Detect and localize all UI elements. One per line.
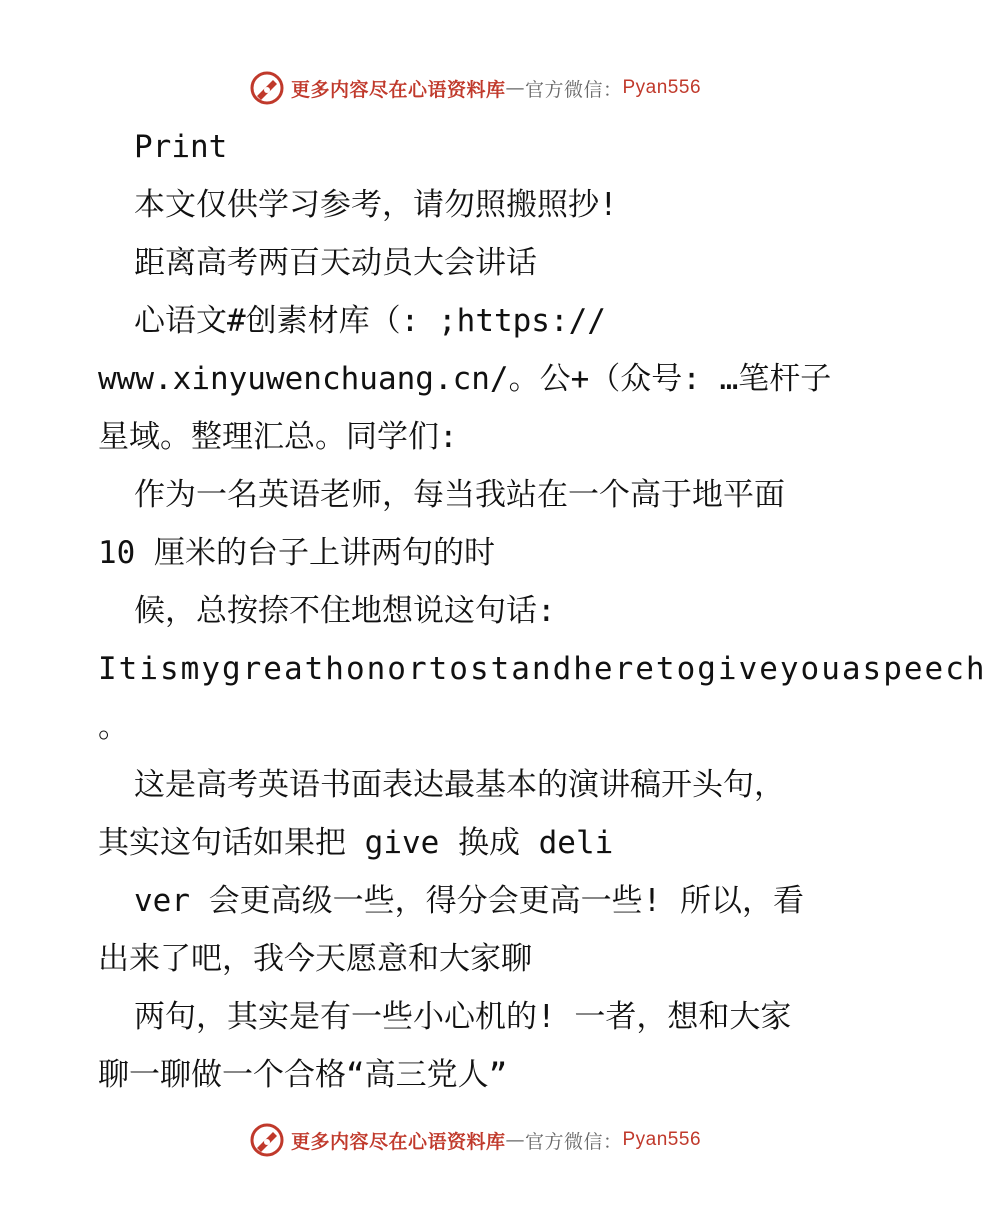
doc-line: 星域。整理汇总。同学们: <box>98 419 458 455</box>
doc-line: ver 会更高级一些，得分会更高一些! 所以，看 <box>134 883 804 919</box>
watermark-main-text: 更多内容尽在心语资料库 <box>290 78 506 101</box>
doc-line: 候，总按捺不住地想说这句话: <box>134 593 556 629</box>
doc-line: Print <box>134 129 228 165</box>
doc-line: 心语文#创素材库（: ;https:// <box>134 303 606 339</box>
doc-line: 作为一名英语老师，每当我站在一个高于地平面 <box>134 477 785 513</box>
pen-logo-icon <box>249 70 285 106</box>
footer-watermark <box>0 1120 950 1160</box>
watermark-wechat-label: 官方微信： <box>524 1130 623 1153</box>
watermark-wechat-id: Pyan556 <box>622 77 702 98</box>
watermark-main-text: 更多内容尽在心语资料库 <box>290 1130 506 1153</box>
doc-line: 这是高考英语书面表达最基本的演讲稿开头句， <box>134 767 785 803</box>
watermark-dash: — <box>505 1129 525 1151</box>
doc-line: 。 <box>98 709 129 745</box>
doc-line: 本文仅供学习参考，请勿照搬照抄! <box>134 187 618 223</box>
pen-logo-icon <box>249 1122 285 1158</box>
doc-line: Itismygreathonortostandheretogiveyouaspeech <box>98 651 987 687</box>
watermark-wechat-id: Pyan556 <box>622 1129 702 1150</box>
doc-line: 出来了吧，我今天愿意和大家聊 <box>98 941 532 977</box>
doc-title: 距离高考两百天动员大会讲话 <box>134 245 537 281</box>
watermark-dash: — <box>505 77 525 99</box>
watermark-wechat-label: 官方微信： <box>524 78 623 101</box>
doc-line: www.xinyuwenchuang.cn/。公+（众号: …笔杆子 <box>98 361 832 397</box>
header-watermark <box>0 68 950 108</box>
doc-line: 聊一聊做一个合格“高三党人” <box>98 1057 508 1093</box>
doc-line: 10 厘米的台子上讲两句的时 <box>98 535 495 571</box>
doc-line: 两句，其实是有一些小心机的! 一者，想和大家 <box>134 999 792 1035</box>
document-body <box>98 118 987 1104</box>
doc-line: 其实这句话如果把 give 换成 deli <box>98 825 614 861</box>
